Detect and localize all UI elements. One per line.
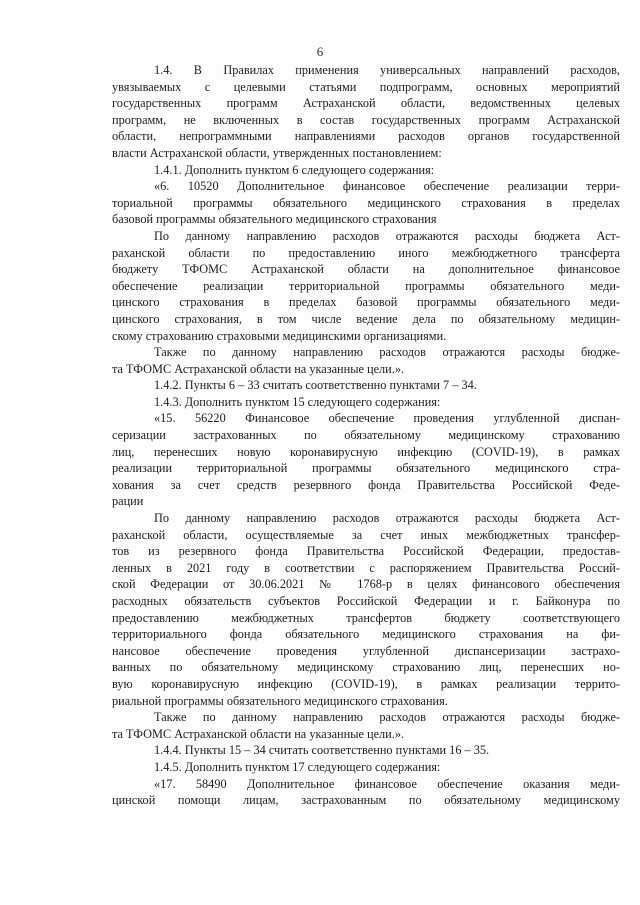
text-line: территориального фонда обязательного медицинского страхования на фи- — [112, 627, 620, 642]
text-line: ториальной программы обязательного медицинского страхования в пределах — [112, 195, 620, 210]
text-line: лиц, перенесших новую коронавирусную инфекцию (COVID-19), в рамках — [112, 444, 620, 459]
text-line: увязываемых с целевыми статьями подпрограмм, основных мероприятий — [112, 79, 620, 94]
text-line: 1.4.4. Пункты 15 – 34 считать соответственно пунктами 16 – 35. — [154, 743, 490, 758]
text-line: рации — [112, 494, 144, 509]
text-line: та ТФОМС Астраханской области на указанные цели.». — [112, 726, 405, 741]
text-line: области, непрограммными направлениями расходов органов государственной — [112, 129, 620, 144]
text-line: предоставлению межбюджетных трансфертов бюджету соответствующего — [112, 610, 620, 625]
text-line: скому страхованию страховыми медицинскими организациями. — [112, 328, 447, 343]
text-line: бюджету ТФОМС Астраханской области на дополнительное финансовое — [112, 262, 620, 277]
text-line: реализации территориальной программы обязательного медицинского стра- — [112, 461, 620, 476]
text-line: ванных по обязательному медицинскому страхованию лиц, перенесших но- — [112, 660, 620, 675]
text-line: «15. 56220 Финансовое обеспечение проведения углубленной диспан- — [154, 411, 620, 426]
text-line: Также по данному направлению расходов отражаются расходы бюдже- — [154, 710, 620, 725]
text-line: цинской помощи лицам, застрахованным по обязательному медицинскому — [112, 793, 620, 808]
text-line: цинского страхования, в том числе ведение дела по обязательному медицин- — [112, 311, 620, 326]
text-line: 1.4.2. Пункты 6 – 33 считать соответственно пунктами 7 – 34. — [154, 378, 477, 393]
text-line: 1.4.1. Дополнить пунктом 6 следующего содержания: — [154, 162, 435, 177]
text-line: «17. 58490 Дополнительное финансовое обеспечение оказания меди- — [154, 776, 620, 791]
text-line: риальной программы обязательного медицинского страхования. — [112, 693, 448, 708]
document-body — [112, 62, 620, 809]
text-line: программ, не включенных в состав государственных программ Астраханской — [112, 112, 620, 127]
text-line: раханской области, осуществляемые за счет иных межбюджетных трансфер- — [112, 527, 620, 542]
text-line: цинского страхования в пределах базовой программы обязательного меди- — [112, 295, 620, 310]
text-line: тов из резервного фонда Правительства Российской Федерации, предостав- — [112, 544, 620, 559]
text-line: ской Федерации от 30.06.2021 № 1768-р в целях финансового обеспечения — [112, 577, 620, 592]
text-line: 1.4.5. Дополнить пунктом 17 следующего содержания: — [154, 759, 441, 774]
text-line: ленных в 2021 году в соответствии с распоряжением Правительства Россий- — [112, 560, 620, 575]
text-block — [112, 62, 620, 809]
text-line: 1.4. В Правилах применения универсальных направлений расходов, — [154, 63, 620, 77]
text-line: серизации застрахованных по обязательному медицинскому страхованию — [112, 428, 620, 443]
text-line: вую коронавирусную инфекцию (COVID-19), в рамках реализации террито- — [112, 676, 620, 691]
text-line: Также по данному направлению расходов отражаются расходы бюдже- — [154, 345, 620, 360]
text-line: «6. 10520 Дополнительное финансовое обеспечение реализации терри- — [154, 179, 620, 194]
text-line: базовой программы обязательного медицинского страхования — [112, 212, 437, 227]
text-line: По данному направлению расходов отражаются расходы бюджета Аст- — [154, 511, 620, 526]
text-line: По данному направлению расходов отражаются расходы бюджета Аст- — [154, 228, 620, 243]
text-line: 1.4.3. Дополнить пунктом 15 следующего содержания: — [154, 394, 441, 409]
text-line: нансовое обеспечение проведения углубленной диспансеризации застрахо- — [112, 643, 620, 658]
text-line: хования за счет средств резервного фонда Правительства Российской Феде- — [112, 477, 620, 492]
text-line: власти Астраханской области, утвержденных постановлением: — [112, 145, 442, 160]
text-line: государственных программ Астраханской области, ведомственных целевых — [112, 96, 620, 111]
page-number: 6 — [316, 44, 324, 59]
text-line: раханской области по предоставлению иного межбюджетного трансферта — [112, 245, 620, 260]
text-line: расходных обязательств субъектов Российской Федерации и г. Байконура по — [112, 594, 620, 608]
text-line: та ТФОМС Астраханской области на указанные цели.». — [112, 361, 405, 376]
text-line: обеспечение реализации территориальной программы обязательного меди- — [112, 278, 620, 293]
